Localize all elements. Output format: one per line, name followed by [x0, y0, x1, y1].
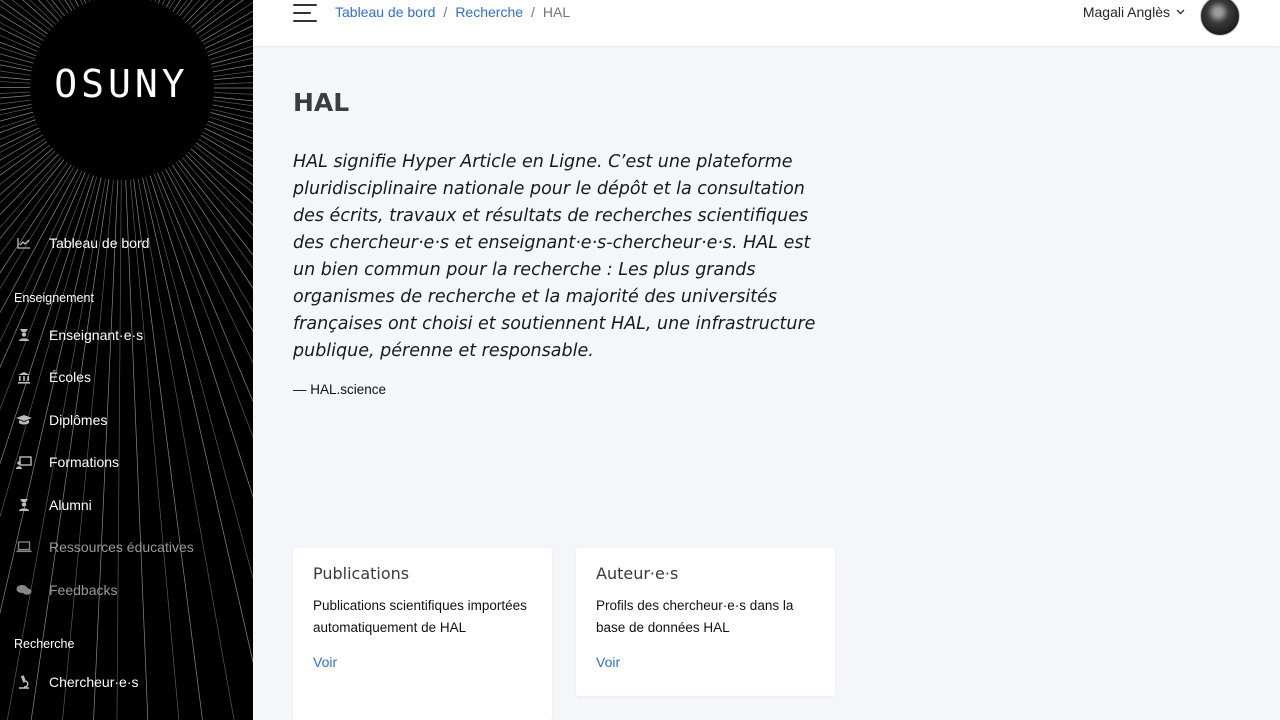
sidebar-item-label: Chercheur·e·s: [49, 674, 139, 690]
sidebar-section-title: Enseignement: [14, 291, 94, 305]
chalkboard-icon: [14, 454, 34, 470]
sidebar-item-feedbacks[interactable]: [14, 577, 117, 603]
avatar[interactable]: [1200, 0, 1240, 36]
auteurs-voir-link[interactable]: Voir: [596, 654, 621, 670]
sidebar-item-label: Écoles: [49, 369, 92, 385]
sidebar-item-label: Enseignant·e·s: [49, 327, 144, 343]
hal-description-quote: HAL signifie Hyper Article en Ligne. C’est une plateforme pluridisciplinaire nationale pour le dépôt et la consultation des écrits, travaux et résultats de recherches scientifiques des chercheur·e·s et enseignant·e·s-chercheur·e·s. HAL est un bien commun pour la recherche : Les plus grands organismes de recherche et la majorité des universités françaises ont choisi et soutiennent HAL, une infrastructure publique, pérenne et responsable.: [293, 152, 816, 361]
page-title: HAL: [293, 88, 350, 117]
top-bar: [253, 0, 1280, 46]
breadcrumb-current: HAL: [542, 4, 571, 20]
comments-icon: [14, 582, 34, 598]
teacher-icon: [14, 327, 34, 343]
graduation-cap-icon: [14, 412, 34, 428]
sidebar-item-label: Alumni: [49, 497, 92, 513]
publications-voir-link[interactable]: Voir: [313, 654, 338, 670]
card-title: Auteur·e·s: [596, 564, 679, 583]
university-icon: [14, 369, 34, 385]
sidebar-item-label: Tableau de bord: [49, 235, 150, 251]
user-name: Magali Anglès: [1082, 4, 1170, 20]
breadcrumb: [335, 4, 570, 20]
auteurs-card: [576, 548, 835, 696]
sidebar-item-dashboard[interactable]: [14, 230, 149, 256]
sidebar-item-chercheurs[interactable]: [14, 669, 138, 695]
sidebar-item-label: Formations: [49, 454, 120, 470]
chart-line-icon: [14, 235, 34, 251]
menu-toggle-icon[interactable]: [293, 3, 319, 23]
sidebar: [0, 0, 253, 720]
sidebar-item-diplomes[interactable]: [14, 407, 107, 433]
sidebar-item-label: Ressources éducatives: [49, 539, 194, 555]
sidebar-item-label: Diplômes: [49, 412, 108, 428]
card-title: Publications: [313, 564, 410, 583]
alumni-icon: [14, 497, 34, 513]
quote-source: — HAL.science: [293, 382, 387, 397]
breadcrumb-link-recherche[interactable]: Recherche: [455, 4, 524, 20]
sidebar-item-alumni[interactable]: [14, 492, 92, 518]
sidebar-section-title: Recherche: [14, 637, 75, 651]
breadcrumb-separator: /: [531, 4, 535, 20]
sidebar-item-label: Feedbacks: [49, 582, 118, 598]
card-description: Publications scientifiques importées automatiquement de HAL: [313, 598, 527, 635]
laptop-icon: [14, 539, 34, 555]
publications-card: [293, 548, 552, 720]
breadcrumb-separator: /: [443, 4, 448, 20]
breadcrumb-link-dashboard[interactable]: Tableau de bord: [335, 4, 436, 20]
sidebar-item-enseignants[interactable]: [14, 322, 143, 348]
osuny-logo[interactable]: OSUNY: [54, 62, 189, 106]
chevron-down-icon: [1176, 7, 1185, 18]
card-description: Profils des chercheur·e·s dans la base de données HAL: [596, 598, 794, 635]
sidebar-item-ressources[interactable]: [14, 534, 194, 560]
microscope-icon: [14, 674, 34, 690]
user-menu[interactable]: [1083, 4, 1185, 20]
sidebar-item-formations[interactable]: [14, 449, 119, 475]
sidebar-item-ecoles[interactable]: [14, 364, 91, 390]
